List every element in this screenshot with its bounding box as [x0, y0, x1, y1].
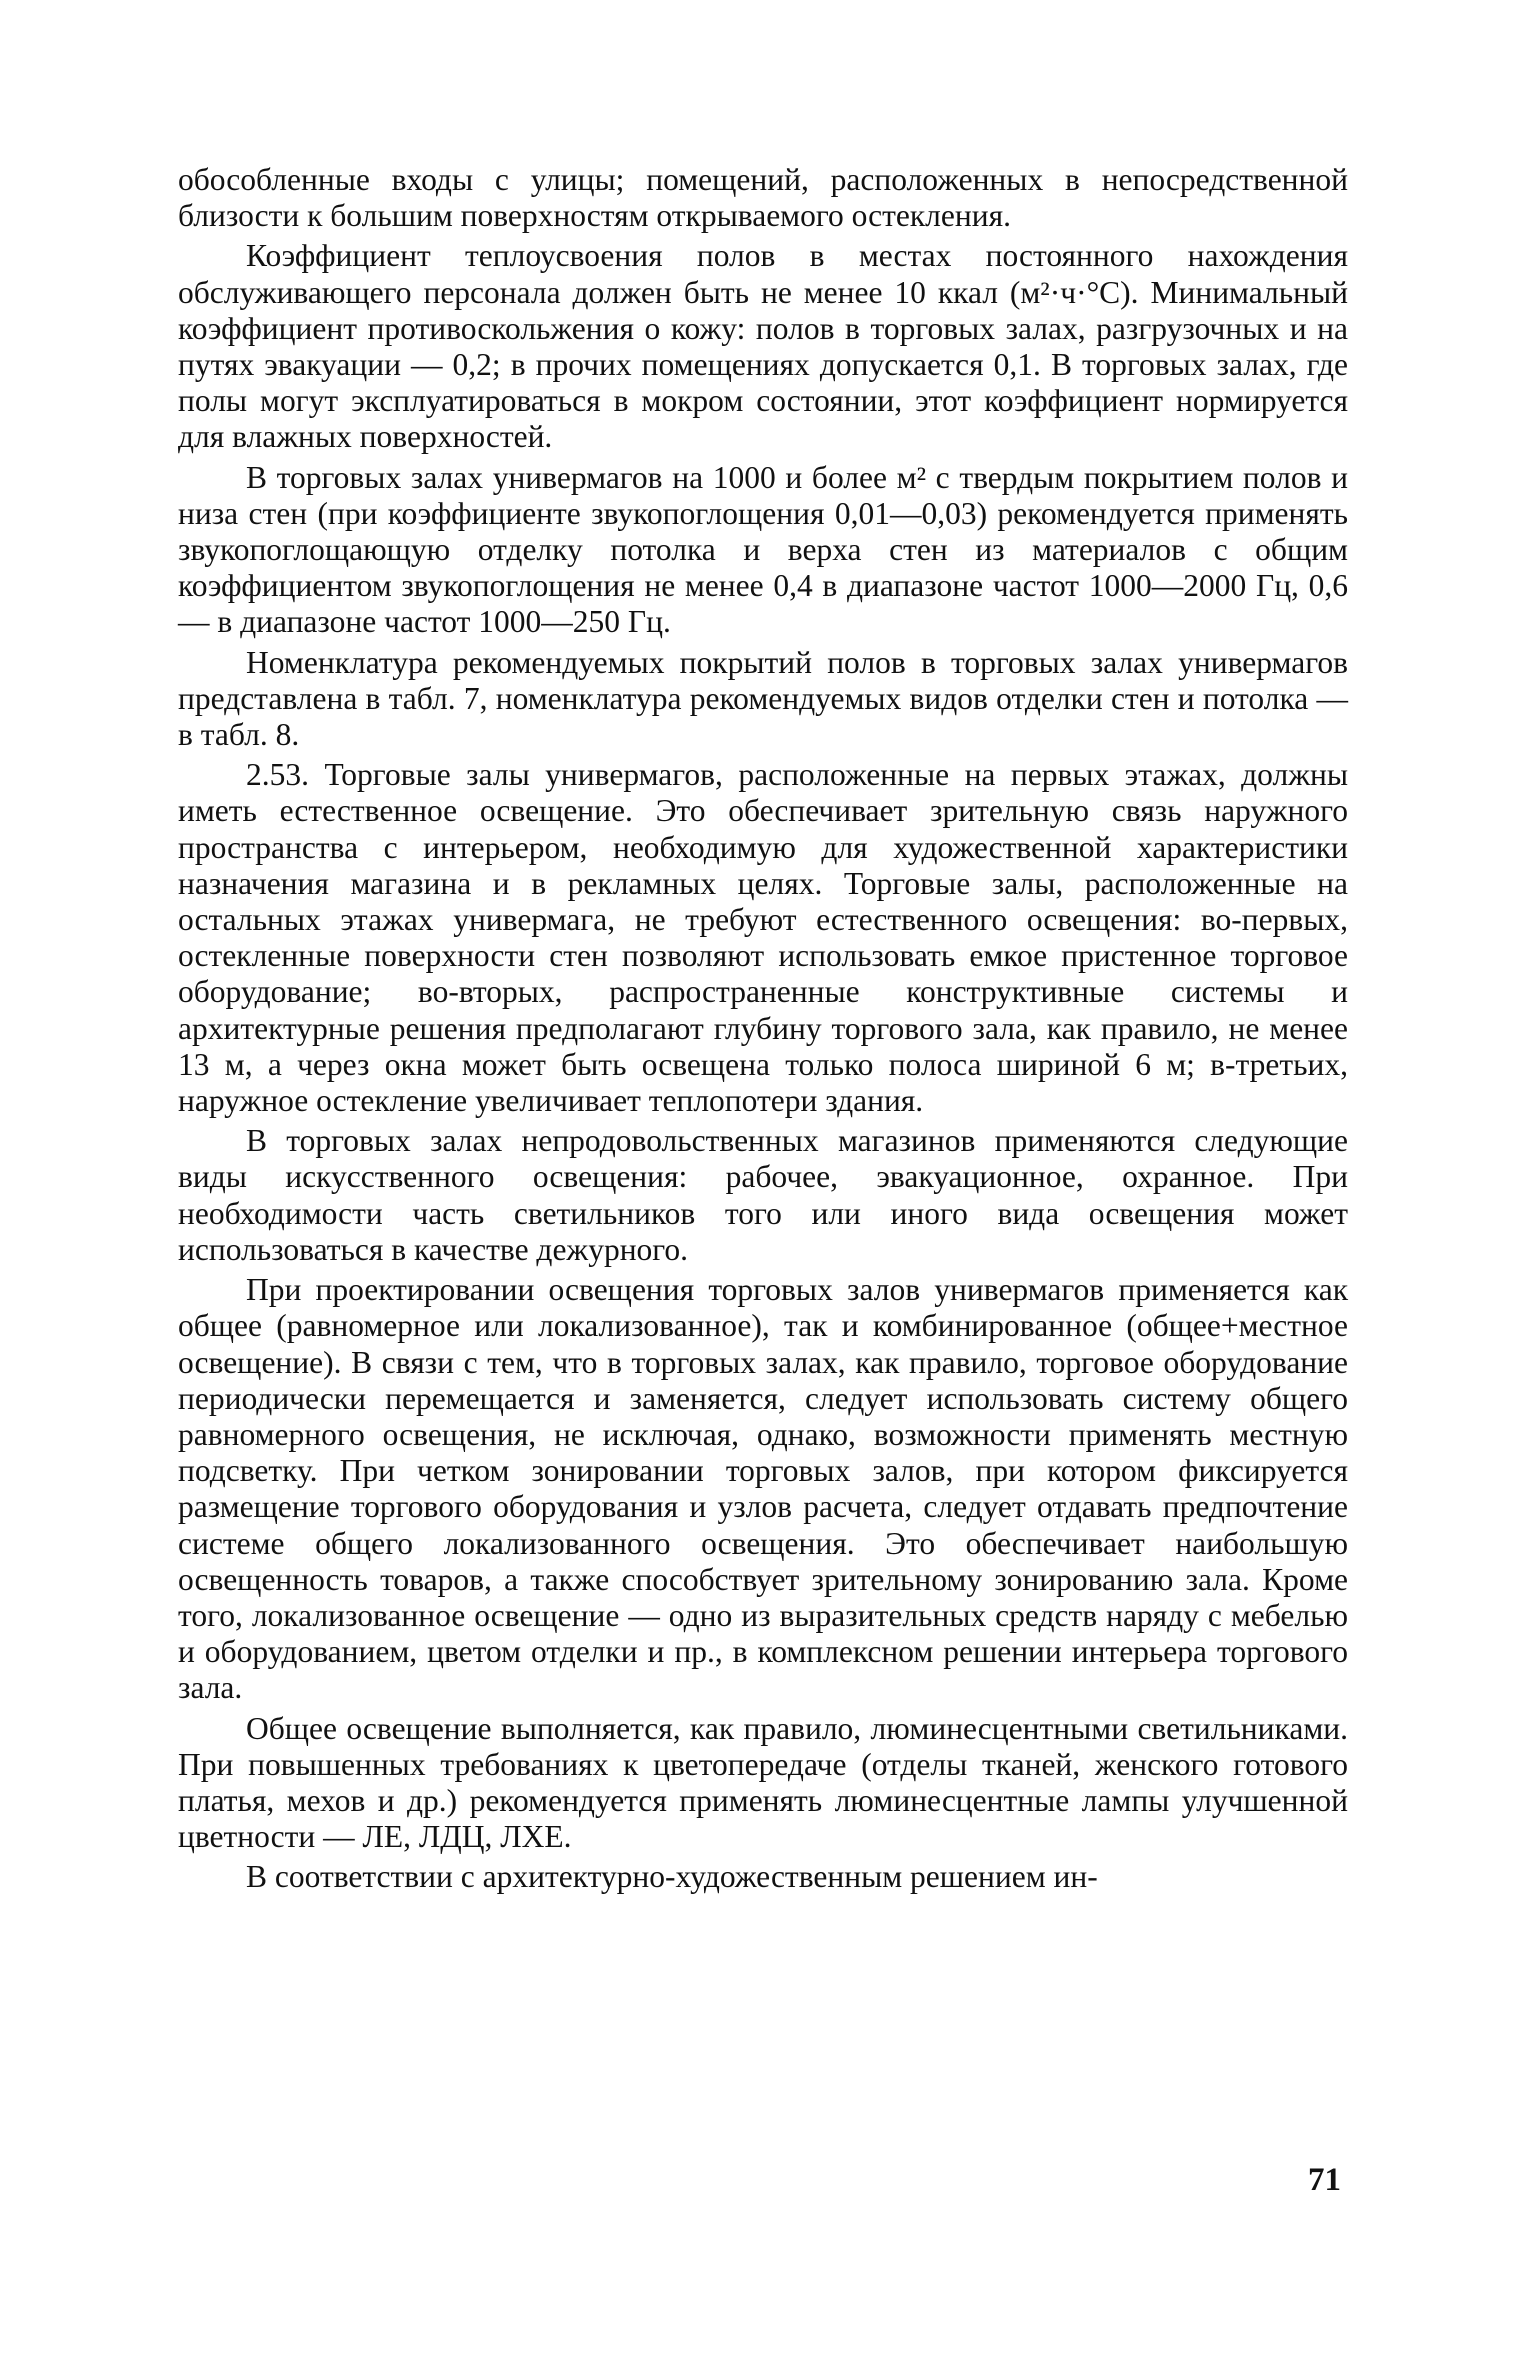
paragraph-sound-absorption: В торговых залах универмагов на 1000 и более м² с твердым покрытием полов и низа стен (при коэффициенте звукопоглощения 0,01—0,03) рекомендуется применять звукопоглощающую отделку потолка и верха стен из материалов с общим коэффициентом звукопоглощения не менее 0,4 в диапазоне частот 1000—2000 Гц, 0,6— в диапазоне частот 1000—250 Гц.	[178, 459, 1348, 640]
paragraph-lighting-design: При проектировании освещения торговых залов универмагов применяется как общее (равномерное или локализованное), так и комбинированное (общее+местное освещение). В связи с тем, что в торговых залах, как правило, торговое оборудование периодически перемещается и заменяется, следует использовать систему общего равномерного освещения, не исключая, однако, возможности применять местную подсветку. При четком зонировании торговых залов, при котором фиксируется размещение торгового оборудования и узлов расчета, следует отдавать предпочтение системе общего локализованного освещения. Это обеспечивает наибольшую освещенность товаров, а также способствует зрительному зонированию зала. Кроме того, локализованное освещение — одно из выразительных средств наряду с мебелью и оборудованием, цветом отделки и пр., в комплексном решении интерьера торгового зала.	[178, 1272, 1348, 1706]
paragraph-general-lighting: Общее освещение выполняется, как правило, люминесцентными светильниками. При повышенных требованиях к цветопередаче (отделы тканей, женского готового платья, мехов и др.) рекомендуется применять люминесцентные лампы улучшенной цветности — ЛЕ, ЛДЦ, ЛХЕ.	[178, 1710, 1348, 1855]
paragraph-floor-heat-coefficient: Коэффициент теплоусвоения полов в местах постоянного нахождения обслуживающего персонала должен быть не менее 10 ккал (м²·ч·°С). Минимальный коэффициент противоскольжения о кожу: полов в торговых залах, разгрузочных и на путях эвакуации — 0,2; в прочих помещениях допускается 0,1. В торговых залах, где полы могут эксплуатироваться в мокром состоянии, этот коэффициент нормируется для влажных поверхностей.	[178, 238, 1348, 455]
page-number: 71	[1308, 2162, 1341, 2198]
paragraph-final-line: В соответствии с архитектурно-художественным решением ин-	[246, 1859, 1098, 1895]
body-text	[178, 162, 1348, 1900]
paragraph-continuation: обособленные входы с улицы; помещений, расположенных в непосредственной близости к большим поверхностям открываемого остекления.	[178, 162, 1348, 234]
paragraph-section-2-53: 2.53. Торговые залы универмагов, расположенные на первых этажах, должны иметь естественное освещение. Это обеспечивает зрительную связь наружного пространства с интерьером, необходимую для художественной характеристики назначения магазина и в рекламных целях. Торговые залы, расположенные на остальных этажах универмага, не требуют естественного освещения: во-первых, остекленные поверхности стен позволяют использовать емкое пристенное торговое оборудование; во-вторых, распространенные конструктивные системы и архитектурные решения предполагают глубину торгового зала, как правило, не менее 13 м, а через окна может быть освещена только полоса шириной 6 м; в-третьих, наружное остекление увеличивает теплопотери здания.	[178, 757, 1348, 1119]
paragraph-floor-nomenclature: Номенклатура рекомендуемых покрытий полов в торговых залах универмагов представлена в табл. 7, номенклатура рекомендуемых видов отделки стен и потолка — в табл. 8.	[178, 644, 1348, 753]
paragraph-lighting-types: В торговых залах непродовольственных магазинов применяются следующие виды искусственного освещения: рабочее, эвакуационное, охранное. При необходимости часть светильников того или иного вида освещения может использоваться в качестве дежурного.	[178, 1123, 1348, 1267]
